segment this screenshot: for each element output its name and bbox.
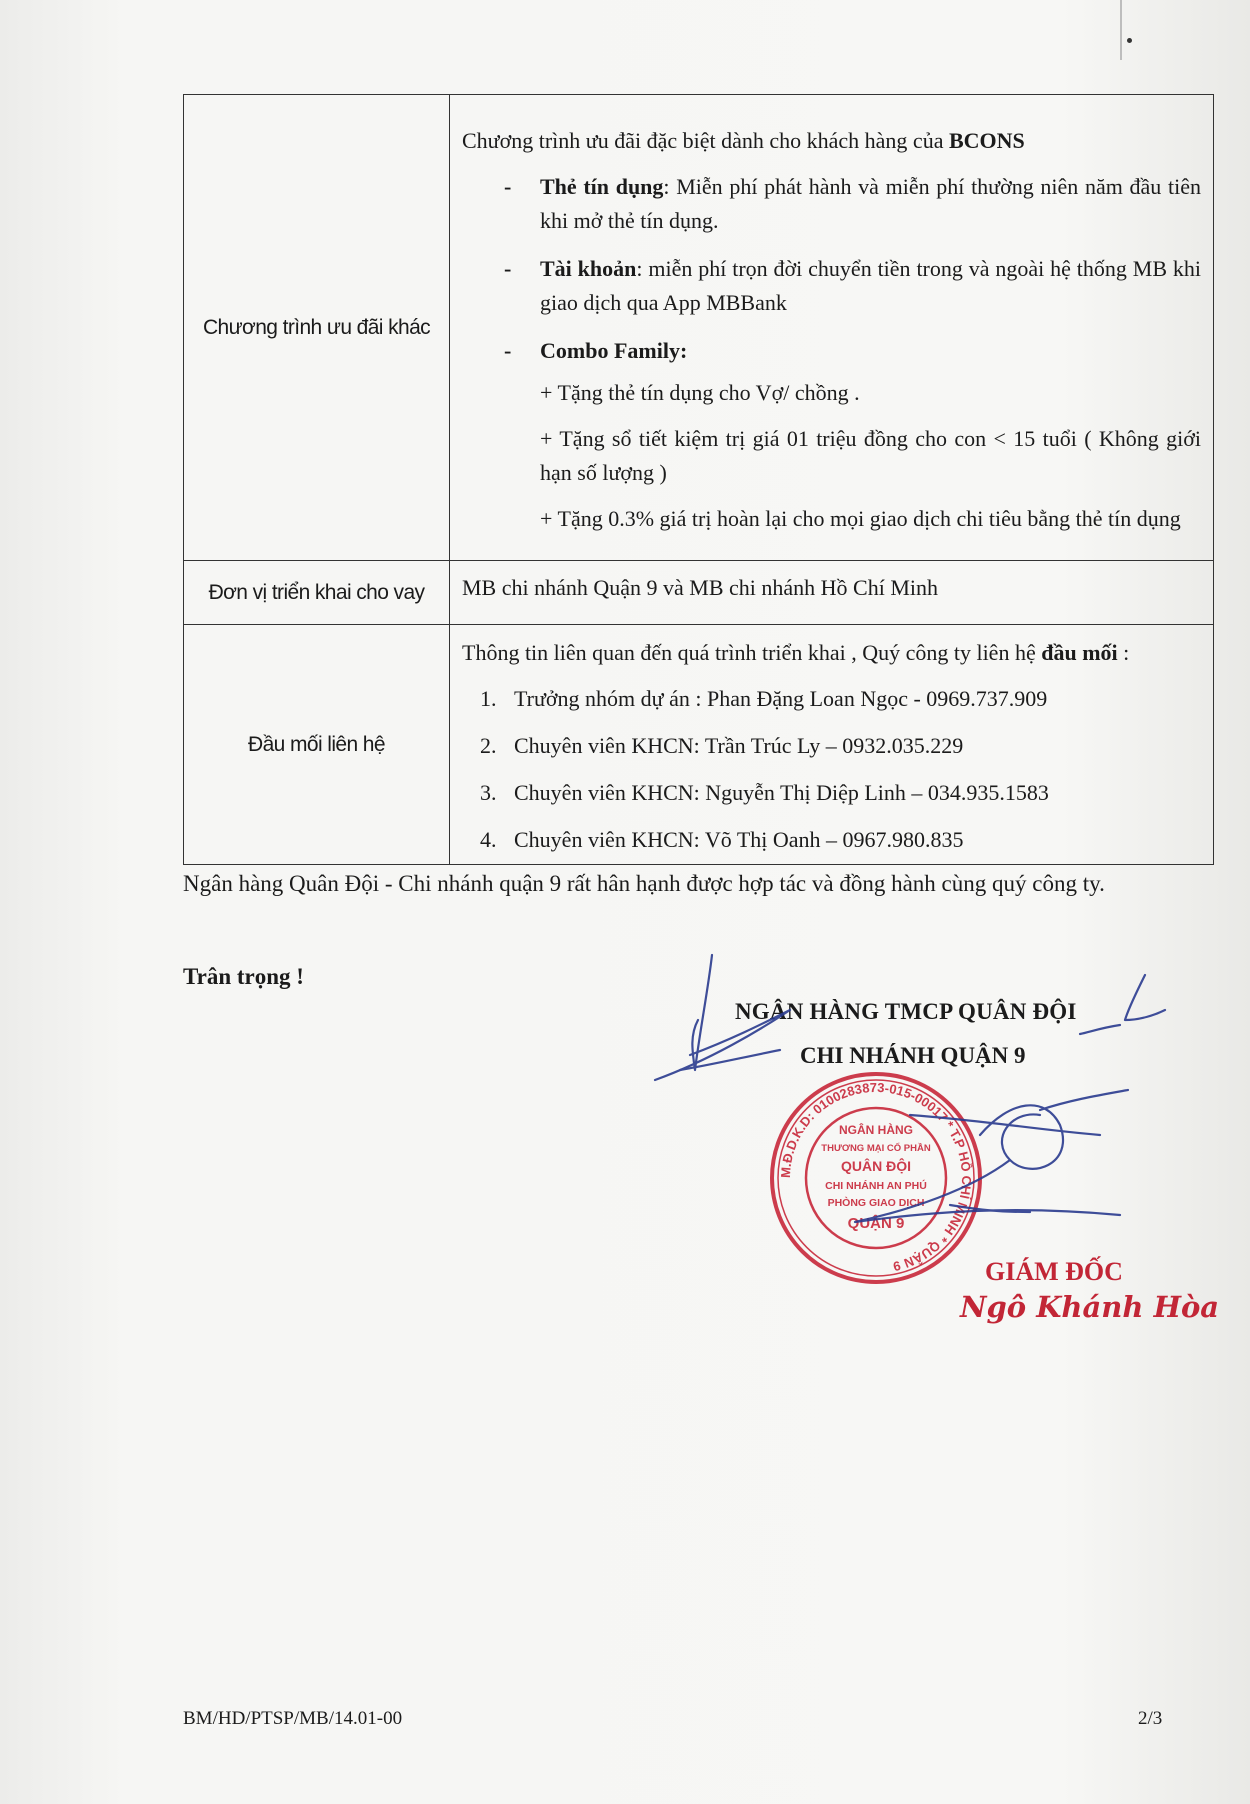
scan-edge-mark [1120,0,1122,60]
list-item-contact: 2. Chuyên viên KHCN: Trần Trúc Ly – 0932.035.229 [480,733,964,758]
closing-paragraph: Ngân hàng Quân Đội - Chi nhánh quận 9 rất hân hạnh được hợp tác và đồng hành cùng quý công ty. [183,871,1105,896]
signer-bank-name: NGÂN HÀNG TMCP QUÂN ĐỘI [735,999,1077,1024]
svg-text:QUẬN 9: QUẬN 9 [847,1215,905,1232]
svg-text:THƯƠNG MẠI CỔ PHẦN: THƯƠNG MẠI CỔ PHẦN [821,1143,931,1154]
signer-name: Ngô Khánh Hòa [960,1290,1220,1324]
svg-text:PHÒNG GIAO DỊCH: PHÒNG GIAO DỊCH [827,1197,925,1209]
row-content: MB chi nhánh Quận 9 và MB chi nhánh Hồ Chí Minh [450,561,1214,625]
list-item-combo-sub: + Tặng 0.3% giá trị hoàn lại cho mọi giao dịch chi tiêu bằng thẻ tín dụng [540,505,1181,531]
signer-title: GIÁM ĐỐC [985,1257,1123,1286]
svg-text:CHI NHÁNH AN PHÚ: CHI NHÁNH AN PHÚ [825,1180,927,1192]
row-label: Đầu mối liên hệ [184,625,450,865]
row-label: Đơn vị triển khai cho vay [184,561,450,625]
regards-text: Trân trọng ! [183,964,304,989]
client-name: BCONS [948,127,1025,153]
table-row-contacts [184,625,1214,865]
list-item-contact: 1. Trưởng nhóm dự án : Phan Đặng Loan Ngọc - 0969.737.909 [480,686,1048,711]
scan-dot-mark [1127,38,1132,43]
list-item-combo-family: - Combo Family: [462,334,1201,368]
svg-text:QUÂN ĐỘI: QUÂN ĐỘI [841,1158,911,1174]
row-label: Chương trình ưu đãi khác [184,95,450,561]
list-item-contact: 3. Chuyên viên KHCN: Nguyễn Thị Diệp Linh – 034.935.1583 [480,780,1049,805]
list-item-account: - Tài khoản: miễn phí trọn đời chuyển tiền trong và ngoài hệ thống MB khi giao dịch qua App MBBank [462,252,1201,320]
bullet-dash: - [504,337,512,363]
row-content [450,95,1214,561]
contacts-intro: Thông tin liên quan đến quá trình triển khai , Quý công ty liên hệ đầu mối : [462,640,1130,665]
bullet-dash: - [504,173,512,199]
list-item-combo-sub: + Tặng sổ tiết kiệm trị giá 01 triệu đồng cho con < 15 tuổi ( Không giới hạn số lượng ) [540,425,1201,485]
table-row-lending-unit [184,561,1214,625]
offer-intro: Chương trình ưu đãi đặc biệt dành cho khách hàng của BCONS [462,127,1025,153]
list-item-combo-sub: + Tặng thẻ tín dụng cho Vợ/ chồng . [540,379,860,405]
form-code: BM/HD/PTSP/MB/14.01-00 [183,1708,403,1729]
handwritten-signature [650,950,1170,1280]
svg-text:NGÂN HÀNG: NGÂN HÀNG [839,1123,913,1137]
signer-branch-name: CHI NHÁNH QUẬN 9 [800,1043,1026,1068]
row-content [450,625,1214,865]
table-row-other-offers [184,95,1214,561]
offer-info-table [183,94,1214,865]
list-item-credit-card: - Thẻ tín dụng: Miễn phí phát hành và miễn phí thường niên năm đầu tiên khi mở thẻ tín dụng. [462,170,1201,238]
stamp-ring-text: M.Đ.D.K.D: 0100283873-015-00017 * T.P HỒ CHÍ MINH * QUẬN 9 [777,1079,975,1275]
page-number: 2/3 [1138,1708,1163,1729]
list-item-contact: 4. Chuyên viên KHCN: Võ Thị Oanh – 0967.980.835 [480,827,964,852]
bullet-dash: - [504,255,512,281]
